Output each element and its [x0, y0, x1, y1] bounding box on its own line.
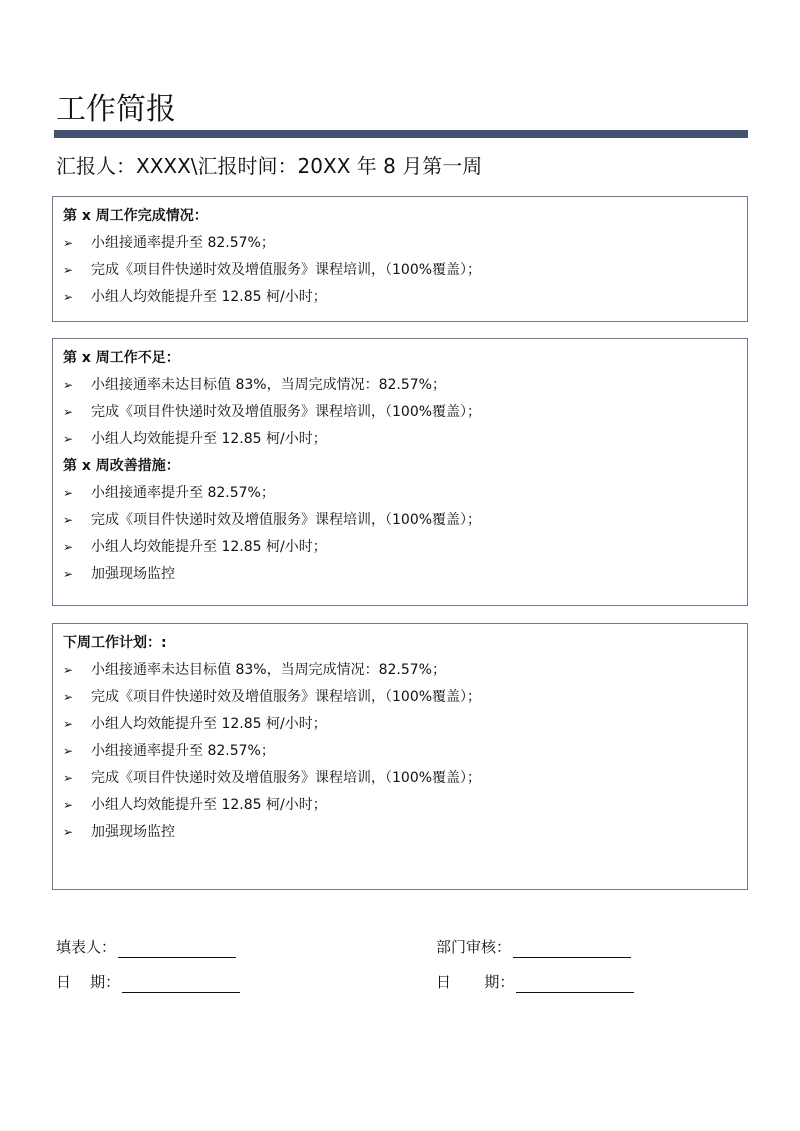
list-item — [63, 561, 737, 588]
date-label-left: 日 期： — [56, 973, 121, 991]
list-item-text: 小组接通率提升至 82.57%； — [91, 743, 275, 759]
arrowhead-bullet-icon: ➢ — [63, 825, 74, 839]
list-item-text: 小组人均效能提升至 12.85 柯/小时； — [91, 289, 327, 305]
list-item-text: 小组人均效能提升至 12.85 柯/小时； — [91, 431, 327, 447]
dept-review-signature-field — [436, 936, 631, 958]
dept-review-signature-line[interactable] — [513, 942, 631, 958]
list-item — [63, 792, 737, 819]
page-title: 工作简报 — [56, 92, 176, 127]
list-item-text: 完成《项目件快递时效及增值服务》课程培训，（100%覆盖）； — [91, 770, 482, 786]
list-item-text: 小组接通率未达目标值 83%，当周完成情况：82.57%； — [91, 377, 446, 393]
arrowhead-bullet-icon: ➢ — [63, 540, 74, 554]
list-item — [63, 426, 737, 453]
improvements-list — [63, 480, 737, 588]
list-item — [63, 257, 737, 284]
list-item — [63, 534, 737, 561]
completed-list — [63, 230, 737, 311]
dept-date-field — [436, 971, 634, 993]
improvements-heading: 第 x 周改善措施： — [63, 458, 180, 474]
shortcomings-heading: 第 x 周工作不足： — [63, 350, 180, 366]
list-item — [63, 230, 737, 257]
list-item-text: 小组接通率未达目标值 83%，当周完成情况：82.57%； — [91, 662, 446, 678]
arrowhead-bullet-icon: ➢ — [63, 263, 74, 277]
completed-heading: 第 x 周工作完成情况： — [63, 208, 208, 224]
arrowhead-bullet-icon: ➢ — [63, 290, 74, 304]
list-item-text: 加强现场监控 — [91, 824, 175, 840]
arrowhead-bullet-icon: ➢ — [63, 513, 74, 527]
list-item-text: 完成《项目件快递时效及增值服务》课程培训，（100%覆盖）； — [91, 262, 482, 278]
filler-date-line[interactable] — [122, 977, 240, 993]
next-week-heading: 下周工作计划：: — [63, 635, 167, 651]
list-item — [63, 284, 737, 311]
list-item-text: 完成《项目件快递时效及增值服务》课程培训，（100%覆盖）； — [91, 404, 482, 420]
arrowhead-bullet-icon: ➢ — [63, 690, 74, 704]
next-week-list — [63, 657, 737, 846]
list-item-text: 小组接通率提升至 82.57%； — [91, 235, 275, 251]
list-item — [63, 738, 737, 765]
list-item-text: 加强现场监控 — [91, 566, 175, 582]
list-item-text: 小组人均效能提升至 12.85 柯/小时； — [91, 716, 327, 732]
filler-date-field — [56, 971, 240, 993]
arrowhead-bullet-icon: ➢ — [63, 798, 74, 812]
reporter-and-period: 汇报人：XXXX\汇报时间：20XX 年 8 月第一周 — [56, 154, 483, 178]
arrowhead-bullet-icon: ➢ — [63, 432, 74, 446]
dept-date-line[interactable] — [516, 977, 634, 993]
arrowhead-bullet-icon: ➢ — [63, 771, 74, 785]
next-week-plan-box — [52, 623, 748, 890]
list-item-text: 完成《项目件快递时效及增值服务》课程培训，（100%覆盖）； — [91, 689, 482, 705]
arrowhead-bullet-icon: ➢ — [63, 378, 74, 392]
filler-signature-field — [56, 936, 236, 958]
arrowhead-bullet-icon: ➢ — [63, 744, 74, 758]
title-divider-bar — [54, 130, 748, 138]
shortcomings-section-box — [52, 338, 748, 606]
arrowhead-bullet-icon: ➢ — [63, 405, 74, 419]
arrowhead-bullet-icon: ➢ — [63, 486, 74, 500]
list-item — [63, 765, 737, 792]
list-item — [63, 819, 737, 846]
completed-section-box — [52, 196, 748, 322]
list-item — [63, 684, 737, 711]
arrowhead-bullet-icon: ➢ — [63, 236, 74, 250]
arrowhead-bullet-icon: ➢ — [63, 567, 74, 581]
date-label-right: 日 期： — [436, 973, 515, 991]
list-item-text: 完成《项目件快递时效及增值服务》课程培训，（100%覆盖）； — [91, 512, 482, 528]
arrowhead-bullet-icon: ➢ — [63, 663, 74, 677]
list-item-text: 小组人均效能提升至 12.85 柯/小时； — [91, 539, 327, 555]
list-item — [63, 507, 737, 534]
filler-signature-line[interactable] — [118, 942, 236, 958]
list-item-text: 小组人均效能提升至 12.85 柯/小时； — [91, 797, 327, 813]
filler-label: 填表人： — [56, 938, 117, 956]
list-item — [63, 480, 737, 507]
list-item — [63, 372, 737, 399]
list-item — [63, 657, 737, 684]
list-item — [63, 399, 737, 426]
arrowhead-bullet-icon: ➢ — [63, 717, 74, 731]
dept-review-label: 部门审核： — [436, 938, 512, 956]
list-item — [63, 711, 737, 738]
list-item-text: 小组接通率提升至 82.57%； — [91, 485, 275, 501]
shortcomings-list — [63, 372, 737, 453]
